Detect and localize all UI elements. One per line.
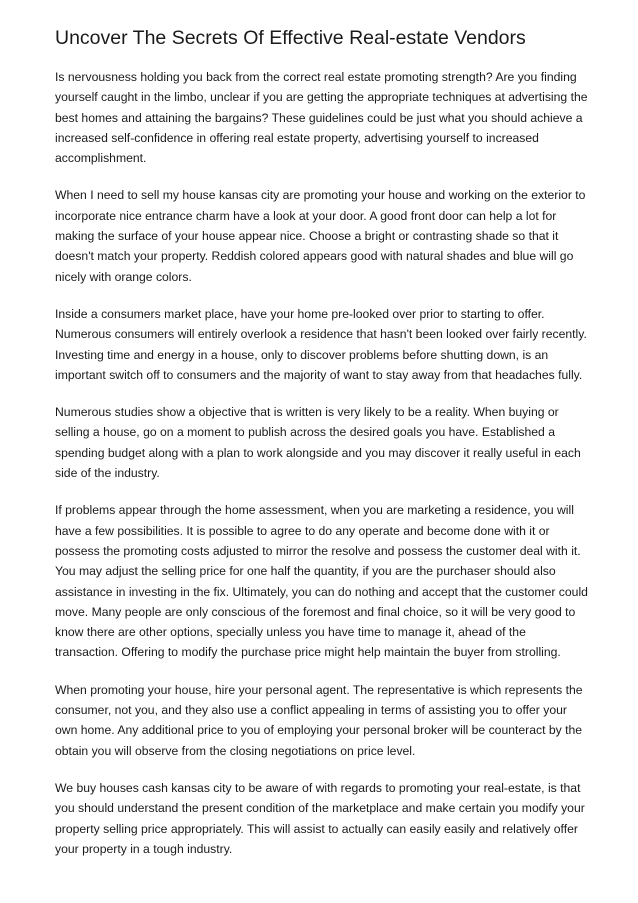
paragraph-3: Inside a consumers market place, have your home pre-looked over prior to starting to offer. Numerous consumers will entirely overlook a residence that hasn't been looked over fairly recently. Investing time and energy in a house, only to discover problems before shutting down, is an important switch off to consumers and the majority of want to stay away from that headaches fully.	[55, 306, 587, 382]
page-title: Uncover The Secrets Of Effective Real-estate Vendors	[55, 27, 526, 49]
paragraph-1: Is nervousness holding you back from the correct real estate promoting strength? Are you finding yourself caught in the limbo, unclear if you are getting the appropriate techniques at advertising the best homes and attaining the bargains? These guidelines could be just what you should achieve a increased self-confidence in offering real estate property, advertising yourself to increased accomplishment.	[55, 70, 588, 166]
document-page	[55, 26, 589, 876]
paragraph-5: If problems appear through the home assessment, when you are marketing a residence, you will have a few possibilities. It is possible to agree to do any operate and become done with it or possess the promoting costs adjusted to mirror the resolve and possess the customer deal with it. You may adjust the selling price for one half the quantity, if you are the purchaser should also assistance in investing in the fix. Ultimately, you can do nothing and accept that the customer could move. Many people are only conscious of the foremost and final choice, so it will be very good to know there are other options, specially unless you have time to manage it, ahead of the transaction. Offering to modify the purchase price might help maintain the buyer from strolling.	[55, 503, 588, 660]
paragraph-6: When promoting your house, hire your personal agent. The representative is which represents the consumer, not you, and they also use a conflict appealing in terms of assisting you to offer your own home. Any additional price to you of employing your personal broker will be counteract by the obtain you will observe from the closing negotiations on price level.	[55, 682, 583, 758]
paragraph-4: Numerous studies show a objective that is written is very likely to be a reality. When buying or selling a house, go on a moment to publish across the desired goals you have. Established a spending budget along with a plan to work alongside and you may discover it really useful in each side of the industry.	[55, 405, 581, 481]
paragraph-7: We buy houses cash kansas city to be aware of with regards to promoting your real-estate, is that you should understand the present condition of the marketplace and make certain you modify your property selling price appropriately. This will assist to actually can easily easily and relatively offer your property in a tough industry.	[55, 780, 585, 856]
paragraph-2: When I need to sell my house kansas city are promoting your house and working on the exterior to incorporate nice entrance charm have a look at your door. A good front door can help a lot for making the surface of your house appear nice. Choose a bright or contrasting shade so that it doesn't match your property. Reddish colored appears good with natural shades and blue will go nicely with orange colors.	[55, 188, 586, 284]
